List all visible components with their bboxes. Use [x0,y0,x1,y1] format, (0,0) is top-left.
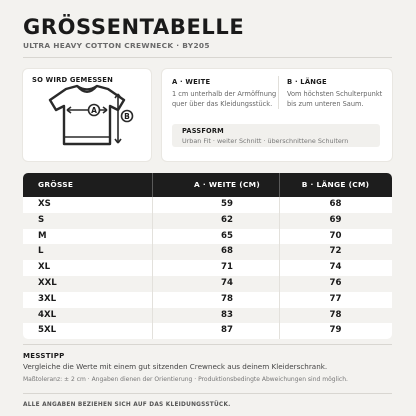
size-cell: M [38,230,47,241]
header-separator [152,173,153,197]
table-row [23,260,392,276]
length-cell: 70 [329,230,342,241]
tolerance-note: Maßtoleranz: ± 2 cm · Angaben dienen der Orientierung · Produktionsbedingte Abweichungen sind möglich. [23,376,348,383]
size-cell: XL [38,262,51,273]
header-size: GRÖSSE [38,180,74,189]
header-length: B · LÄNGE (CM) [301,180,370,189]
size-cell: 4XL [38,309,57,320]
width-cell: 59 [221,199,233,209]
fit-box [172,124,380,147]
length-cell: 76 [329,278,342,288]
legend-b-label: B · LÄNGE [287,78,327,86]
length-cell: 78 [329,309,342,320]
length-cell: 69 [329,214,342,225]
tip-divider [23,344,392,345]
table-header [23,173,392,197]
legend-a-text-1: 1 cm unterhalb der Armöffnung [172,90,277,98]
table-row [23,197,392,213]
length-cell: 79 [329,325,342,336]
column-divider [279,197,280,339]
table-row [23,292,392,308]
measure-a-marker [89,105,100,116]
size-cell: 5XL [38,325,57,336]
width-cell: 87 [221,325,233,336]
table-row [23,244,392,260]
width-cell: 78 [221,293,233,304]
fit-label: PASSFORM [182,127,224,135]
legend-b-text-2: bis zum unteren Saum. [287,99,364,108]
size-table [23,173,392,339]
table-row [23,213,392,229]
length-cell: 68 [329,199,342,209]
size-cell: XXL [38,278,57,288]
page-subtitle: ULTRA HEAVY COTTON CREWNECK · BY205 [23,41,210,50]
tip-label: MESSTIPP [23,352,65,360]
table-row [23,308,392,324]
measure-card-title: SO WIRD GEMESSEN [32,76,113,84]
column-divider [152,197,153,339]
footer-note: ALLE ANGABEN BEZIEHEN SICH AUF DAS KLEIDUNGSSTÜCK. [23,402,231,408]
width-cell: 83 [221,309,233,320]
width-cell: 62 [221,214,233,225]
measure-b-marker [122,111,133,122]
width-cell: 71 [221,262,233,273]
tip-text: Vergleiche die Werte mit einem gut sitzenden Crewneck aus deinem Kleiderschrank. [23,362,328,371]
page-title: GRÖSSENTABELLE [23,15,245,39]
table-row [23,229,392,245]
table-row [23,323,392,339]
length-cell: 72 [329,246,342,257]
marker-a-label: A [91,106,97,115]
legend-b-text-1: Vom höchsten Schulterpunkt [287,90,383,98]
marker-b-label: B [124,112,130,121]
size-cell: L [38,246,44,257]
size-cell: 3XL [38,293,57,304]
fit-text: Urban Fit · weiter Schnitt · überschnittene Schultern [182,136,349,145]
legend-divider [278,76,279,109]
size-cell: S [38,214,45,225]
header-width: A · WEITE (CM) [193,180,261,189]
legend-a-text-2: quer über das Kleidungsstück. [172,99,273,108]
legend-a-label: A · WEITE [172,78,211,86]
width-cell: 68 [221,246,233,257]
size-cell: XS [38,199,51,209]
footer-divider [23,393,392,394]
header-divider [23,57,392,58]
length-cell: 74 [329,262,342,273]
measure-card [23,69,151,161]
length-cell: 77 [329,293,342,304]
table-row [23,276,392,292]
width-cell: 65 [221,230,233,241]
width-cell: 74 [221,278,233,288]
tshirt-diagram-icon [23,69,151,161]
